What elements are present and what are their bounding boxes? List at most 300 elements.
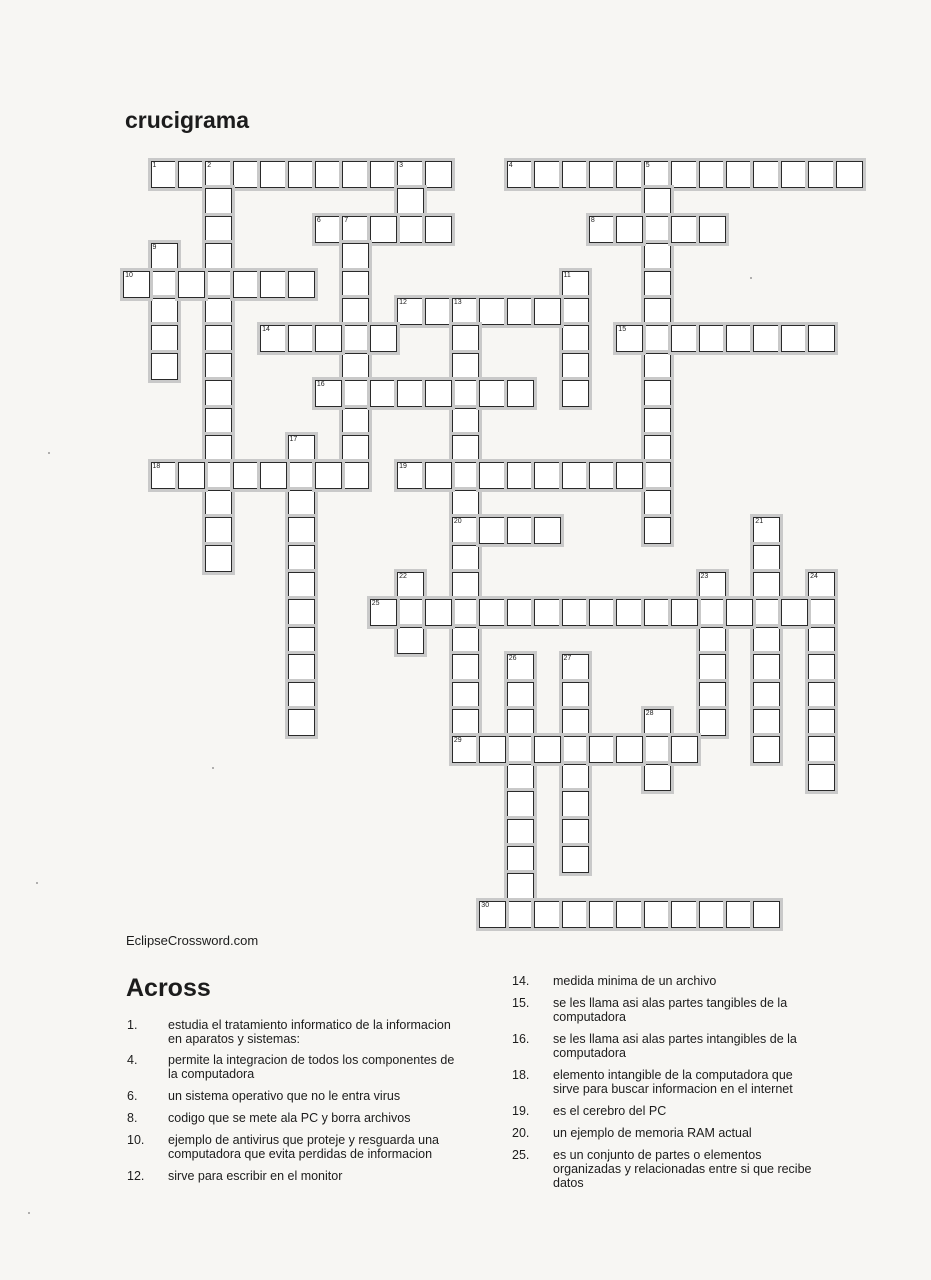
- scan-speck: [28, 1212, 30, 1214]
- crossword-cell[interactable]: [452, 517, 479, 544]
- clue-item: [512, 996, 812, 1024]
- crossword-cell[interactable]: [342, 271, 369, 298]
- crossword-cell[interactable]: [644, 271, 671, 298]
- crossword-cell[interactable]: [753, 572, 780, 599]
- cell-number: 1: [152, 162, 157, 169]
- crossword-cell[interactable]: [534, 298, 561, 325]
- clue-item: [127, 1111, 457, 1125]
- crossword-cell[interactable]: [644, 517, 671, 544]
- crossword-cell[interactable]: [425, 599, 452, 626]
- crossword-cell[interactable]: [452, 545, 479, 572]
- crossword-cell[interactable]: [781, 599, 808, 626]
- crossword-cell[interactable]: [808, 572, 835, 599]
- clue-text: codigo que se mete ala PC y borra archivos: [168, 1111, 411, 1125]
- clue-number: 4.: [127, 1053, 138, 1067]
- crossword-cell[interactable]: [342, 243, 369, 270]
- cell-number: 23: [700, 573, 709, 580]
- crossword-cell[interactable]: [671, 216, 698, 243]
- crossword-cell[interactable]: [644, 408, 671, 435]
- across-heading: Across: [126, 974, 211, 1002]
- clue-item: [512, 1148, 812, 1190]
- clue-item: [127, 1053, 457, 1081]
- crossword-cell[interactable]: [562, 709, 589, 736]
- clue-item: [512, 1126, 812, 1140]
- clue-number: 20.: [512, 1126, 530, 1140]
- clue-item: [512, 974, 812, 988]
- crossword-cell[interactable]: [671, 736, 698, 763]
- crossword-cell[interactable]: [808, 764, 835, 791]
- crossword-cell[interactable]: [589, 599, 616, 626]
- cell-number: 7: [344, 216, 349, 224]
- crossword-cell[interactable]: [205, 161, 232, 188]
- crossword-cell[interactable]: [562, 161, 589, 188]
- crossword-cell[interactable]: [452, 462, 479, 489]
- cell-number: 28: [645, 710, 654, 717]
- crossword-cell[interactable]: [342, 353, 369, 380]
- crossword-cell[interactable]: [151, 271, 178, 298]
- cell-number: 26: [508, 655, 517, 663]
- crossword-cell[interactable]: [397, 380, 424, 407]
- crossword-cell[interactable]: [753, 736, 780, 763]
- crossword-cell[interactable]: [808, 736, 835, 763]
- crossword-cell[interactable]: [452, 408, 479, 435]
- crossword-cell[interactable]: [205, 462, 232, 489]
- scan-speck: [48, 452, 50, 454]
- crossword-cell[interactable]: [315, 161, 342, 188]
- clue-item: [127, 1089, 457, 1103]
- clue-number: 6.: [127, 1089, 138, 1103]
- crossword-cell[interactable]: [479, 517, 506, 544]
- cell-number: 20: [453, 518, 462, 526]
- crossword-cell[interactable]: [151, 325, 178, 352]
- crossword-cell[interactable]: [205, 517, 232, 544]
- cell-number: 10: [125, 271, 133, 279]
- crossword-cell[interactable]: [288, 325, 315, 352]
- cell-number: 8: [590, 216, 595, 224]
- crossword-cell[interactable]: [315, 380, 342, 407]
- crossword-cell[interactable]: [397, 462, 424, 489]
- cell-number: 24: [810, 573, 818, 580]
- crossword-cell[interactable]: [205, 243, 232, 270]
- crossword-cell[interactable]: [452, 736, 479, 763]
- cell-number: 2: [207, 162, 212, 169]
- crossword-cell[interactable]: [699, 709, 726, 736]
- crossword-cell[interactable]: [288, 271, 315, 298]
- crossword-cell[interactable]: [507, 736, 534, 763]
- crossword-cell[interactable]: [233, 161, 260, 188]
- cell-number: 12: [399, 299, 407, 306]
- across-clues-left: [127, 1018, 457, 1183]
- crossword-cell[interactable]: [699, 901, 726, 928]
- crossword-cell[interactable]: [178, 271, 205, 298]
- crossword-cell[interactable]: [205, 545, 232, 572]
- cell-number: 5: [645, 162, 650, 169]
- crossword-cell[interactable]: [151, 298, 178, 325]
- crossword-cell[interactable]: [781, 325, 808, 352]
- crossword-cell[interactable]: [644, 298, 671, 325]
- clue-text: un sistema operativo que no le entra virus: [168, 1089, 401, 1103]
- crossword-cell[interactable]: [452, 380, 479, 407]
- crossword-cell[interactable]: [397, 599, 424, 626]
- clue-item: [127, 1018, 457, 1046]
- crossword-cell[interactable]: [507, 846, 534, 873]
- crossword-cell[interactable]: [534, 517, 561, 544]
- crossword-cell[interactable]: [288, 599, 315, 626]
- crossword-cell[interactable]: [205, 271, 232, 298]
- crossword-cell[interactable]: [479, 901, 506, 928]
- crossword-cell[interactable]: [397, 216, 424, 243]
- crossword-cell[interactable]: [616, 736, 643, 763]
- crossword-cell[interactable]: [507, 380, 534, 407]
- cell-number: 14: [262, 326, 270, 334]
- clue-number: 1.: [127, 1018, 138, 1032]
- crossword-cell[interactable]: [452, 599, 479, 626]
- crossword-cell[interactable]: [205, 408, 232, 435]
- crossword-cell[interactable]: [699, 161, 726, 188]
- crossword-cell[interactable]: [562, 599, 589, 626]
- crossword-cell[interactable]: [753, 901, 780, 928]
- clue-text: permite la integracion de todos los componentes de la computadora: [168, 1053, 455, 1081]
- crossword-cell[interactable]: [562, 325, 589, 352]
- crossword-cell[interactable]: [808, 682, 835, 709]
- crossword-cell[interactable]: [836, 161, 863, 188]
- crossword-cell[interactable]: [699, 599, 726, 626]
- crossword-cell[interactable]: [507, 462, 534, 489]
- scan-speck: [36, 882, 38, 884]
- crossword-cell[interactable]: [507, 873, 534, 900]
- clue-number: 12.: [127, 1169, 145, 1183]
- crossword-cell[interactable]: [753, 161, 780, 188]
- crossword-cell[interactable]: [562, 654, 589, 681]
- crossword-cell[interactable]: [151, 462, 178, 489]
- crossword-cell[interactable]: [205, 435, 232, 462]
- cell-number: 19: [399, 463, 407, 471]
- crossword-cell[interactable]: [397, 161, 424, 188]
- clue-number: 10.: [127, 1133, 145, 1147]
- crossword-cell[interactable]: [644, 216, 671, 243]
- crossword-cell[interactable]: [644, 353, 671, 380]
- crossword-cell[interactable]: [753, 325, 780, 352]
- cell-number: 6: [316, 216, 321, 224]
- crossword-cell[interactable]: [534, 462, 561, 489]
- crossword-cell[interactable]: [644, 161, 671, 188]
- crossword-cell[interactable]: [726, 599, 753, 626]
- crossword-cell[interactable]: [342, 462, 369, 489]
- crossword-cell[interactable]: [726, 161, 753, 188]
- crossword-cell[interactable]: [589, 462, 616, 489]
- crossword-cell[interactable]: [342, 216, 369, 243]
- crossword-cell[interactable]: [534, 736, 561, 763]
- crossword-cell[interactable]: [288, 161, 315, 188]
- clue-number: 16.: [512, 1032, 530, 1046]
- clue-text: sirve para escribir en el monitor: [168, 1169, 343, 1183]
- clue-number: 25.: [512, 1148, 530, 1162]
- clue-item: [512, 1032, 812, 1060]
- crossword-cell[interactable]: [507, 709, 534, 736]
- crossword-cell[interactable]: [260, 271, 287, 298]
- crossword-cell[interactable]: [425, 380, 452, 407]
- crossword-cell[interactable]: [260, 325, 287, 352]
- crossword-cell[interactable]: [260, 161, 287, 188]
- crossword-cell[interactable]: [370, 380, 397, 407]
- crossword-cell[interactable]: [808, 627, 835, 654]
- crossword-cell[interactable]: [644, 462, 671, 489]
- crossword-cell[interactable]: [534, 599, 561, 626]
- crossword-cell[interactable]: [288, 435, 315, 462]
- crossword-cell[interactable]: [452, 435, 479, 462]
- crossword-cell[interactable]: [589, 736, 616, 763]
- crossword-cell[interactable]: [726, 325, 753, 352]
- crossword-cell[interactable]: [562, 846, 589, 873]
- crossword-cell[interactable]: [562, 901, 589, 928]
- crossword-cell[interactable]: [507, 819, 534, 846]
- cell-number: 9: [152, 244, 157, 252]
- crossword-cell[interactable]: [699, 325, 726, 352]
- crossword-cell[interactable]: [644, 736, 671, 763]
- crossword-cell[interactable]: [616, 599, 643, 626]
- crossword-cell[interactable]: [562, 462, 589, 489]
- crossword-cell[interactable]: [452, 572, 479, 599]
- crossword-cell[interactable]: [479, 599, 506, 626]
- crossword-cell[interactable]: [644, 599, 671, 626]
- crossword-cell[interactable]: [507, 901, 534, 928]
- crossword-cell[interactable]: [616, 216, 643, 243]
- crossword-cell[interactable]: [644, 901, 671, 928]
- crossword-cell[interactable]: [425, 298, 452, 325]
- cell-number: 21: [755, 518, 764, 526]
- crossword-cell[interactable]: [562, 353, 589, 380]
- crossword-cell[interactable]: [808, 161, 835, 188]
- crossword-cell[interactable]: [562, 682, 589, 709]
- clue-item: [127, 1133, 457, 1161]
- crossword-cell[interactable]: [370, 216, 397, 243]
- crossword-cell[interactable]: [151, 353, 178, 380]
- crossword-cell[interactable]: [562, 298, 589, 325]
- crossword-cell[interactable]: [205, 188, 232, 215]
- crossword-cell[interactable]: [315, 216, 342, 243]
- cell-number: 25: [371, 600, 380, 608]
- crossword-cell[interactable]: [507, 654, 534, 681]
- crossword-cell[interactable]: [288, 490, 315, 517]
- crossword-cell[interactable]: [644, 490, 671, 517]
- crossword-cell[interactable]: [233, 271, 260, 298]
- crossword-cell[interactable]: [644, 709, 671, 736]
- crossword-cell[interactable]: [479, 380, 506, 407]
- crossword-cell[interactable]: [671, 599, 698, 626]
- crossword-cell[interactable]: [507, 791, 534, 818]
- crossword-cell[interactable]: [370, 325, 397, 352]
- crossword-cell[interactable]: [808, 709, 835, 736]
- clue-number: 8.: [127, 1111, 138, 1125]
- clue-text: un ejemplo de memoria RAM actual: [553, 1126, 752, 1140]
- cell-number: 22: [399, 573, 407, 580]
- crossword-cell[interactable]: [644, 435, 671, 462]
- crossword-cell[interactable]: [288, 682, 315, 709]
- crossword-cell[interactable]: [452, 490, 479, 517]
- crossword-cell[interactable]: [699, 627, 726, 654]
- crossword-cell[interactable]: [753, 599, 780, 626]
- crossword-cell[interactable]: [616, 161, 643, 188]
- clue-text: es el cerebro del PC: [553, 1104, 667, 1118]
- crossword-cell[interactable]: [288, 517, 315, 544]
- cell-number: 18: [152, 463, 161, 471]
- cell-number: 27: [563, 655, 572, 663]
- crossword-cell[interactable]: [507, 764, 534, 791]
- crossword-cell[interactable]: [288, 627, 315, 654]
- crossword-cell[interactable]: [315, 325, 342, 352]
- crossword-cell[interactable]: [562, 736, 589, 763]
- crossword-cell[interactable]: [452, 709, 479, 736]
- crossword-cell[interactable]: [425, 216, 452, 243]
- crossword-cell[interactable]: [452, 627, 479, 654]
- crossword-cell[interactable]: [452, 682, 479, 709]
- crossword-cell[interactable]: [589, 216, 616, 243]
- crossword-cell[interactable]: [507, 599, 534, 626]
- clue-text: medida minima de un archivo: [553, 974, 717, 988]
- crossword-cell[interactable]: [205, 325, 232, 352]
- clue-text: se les llama asi alas partes tangibles de la computadora: [553, 996, 788, 1024]
- crossword-cell[interactable]: [452, 298, 479, 325]
- crossword-cell[interactable]: [562, 764, 589, 791]
- crossword-cell[interactable]: [616, 325, 643, 352]
- crossword-cell[interactable]: [644, 325, 671, 352]
- crossword-cell[interactable]: [151, 243, 178, 270]
- crossword-cell[interactable]: [342, 435, 369, 462]
- cell-number: 29: [453, 737, 462, 745]
- crossword-cell[interactable]: [205, 353, 232, 380]
- cell-number: 11: [563, 271, 571, 279]
- crossword-cell[interactable]: [507, 517, 534, 544]
- crossword-cell[interactable]: [425, 462, 452, 489]
- crossword-cell[interactable]: [507, 161, 534, 188]
- crossword-cell[interactable]: [397, 627, 424, 654]
- crossword-cell[interactable]: [452, 325, 479, 352]
- cell-number: 30: [481, 901, 490, 909]
- crossword-cell[interactable]: [562, 380, 589, 407]
- crossword-cell[interactable]: [753, 545, 780, 572]
- clue-number: 15.: [512, 996, 530, 1010]
- clue-number: 19.: [512, 1104, 530, 1118]
- crossword-cell[interactable]: [534, 161, 561, 188]
- crossword-cell[interactable]: [205, 380, 232, 407]
- crossword-cell[interactable]: [699, 682, 726, 709]
- clue-item: [512, 1104, 812, 1118]
- crossword-cell[interactable]: [616, 901, 643, 928]
- crossword-cell[interactable]: [288, 462, 315, 489]
- crossword-cell[interactable]: [616, 462, 643, 489]
- crossword-cell[interactable]: [205, 216, 232, 243]
- clue-text: se les llama asi alas partes intangibles de la computadora: [553, 1032, 797, 1060]
- crossword-cell[interactable]: [260, 462, 287, 489]
- crossword-cell[interactable]: [781, 161, 808, 188]
- crossword-cell[interactable]: [233, 462, 260, 489]
- crossword-cell[interactable]: [699, 216, 726, 243]
- crossword-cell[interactable]: [205, 298, 232, 325]
- crossword-cell[interactable]: [753, 627, 780, 654]
- crossword-cell[interactable]: [644, 764, 671, 791]
- crossword-cell[interactable]: [589, 901, 616, 928]
- crossword-cell[interactable]: [753, 517, 780, 544]
- cell-number: 4: [508, 162, 513, 169]
- crossword-cell[interactable]: [479, 298, 506, 325]
- crossword-cell[interactable]: [753, 682, 780, 709]
- crossword-cell[interactable]: [123, 271, 150, 298]
- crossword-cell[interactable]: [671, 901, 698, 928]
- clue-number: 18.: [512, 1068, 530, 1082]
- crossword-cell[interactable]: [151, 161, 178, 188]
- crossword-cell[interactable]: [808, 654, 835, 681]
- crossword-cell[interactable]: [671, 325, 698, 352]
- crossword-cell[interactable]: [808, 325, 835, 352]
- footer-site-credit: EclipseCrossword.com: [126, 933, 259, 948]
- crossword-cell[interactable]: [205, 490, 232, 517]
- cell-number: 15: [618, 326, 627, 334]
- crossword-cell[interactable]: [534, 901, 561, 928]
- clue-text: es un conjunto de partes o elementos organizadas y relacionadas entre si que recibe datos: [553, 1148, 812, 1190]
- cell-number: 16: [316, 381, 325, 389]
- crossword-cell[interactable]: [562, 271, 589, 298]
- crossword-cell[interactable]: [753, 654, 780, 681]
- crossword-cell[interactable]: [644, 243, 671, 270]
- crossword-cell[interactable]: [753, 709, 780, 736]
- crossword-cell[interactable]: [644, 188, 671, 215]
- crossword-cell[interactable]: [479, 462, 506, 489]
- clue-text: estudia el tratamiento informatico de la informacion en aparatos y sistemas:: [168, 1018, 451, 1046]
- crossword-cell[interactable]: [370, 161, 397, 188]
- crossword-cell[interactable]: [342, 298, 369, 325]
- scan-speck: [212, 767, 214, 769]
- cell-number: 3: [399, 162, 403, 169]
- crossword-cell[interactable]: [452, 353, 479, 380]
- crossword-cell[interactable]: [288, 545, 315, 572]
- crossword-cell[interactable]: [507, 298, 534, 325]
- crossword-cell[interactable]: [589, 161, 616, 188]
- crossword-cell[interactable]: [699, 654, 726, 681]
- crossword-cell[interactable]: [178, 462, 205, 489]
- crossword-cell[interactable]: [288, 654, 315, 681]
- cell-number: 17: [289, 436, 298, 443]
- crossword-cell[interactable]: [370, 599, 397, 626]
- crossword-cell[interactable]: [726, 901, 753, 928]
- crossword-cell[interactable]: [479, 736, 506, 763]
- crossword-cell[interactable]: [452, 654, 479, 681]
- crossword-cell[interactable]: [288, 709, 315, 736]
- crossword-cell[interactable]: [397, 298, 424, 325]
- crossword-cell[interactable]: [808, 599, 835, 626]
- crossword-cell[interactable]: [562, 819, 589, 846]
- crossword-cell[interactable]: [178, 161, 205, 188]
- crossword-cell[interactable]: [342, 408, 369, 435]
- crossword-cell[interactable]: [342, 325, 369, 352]
- crossword-cell[interactable]: [397, 572, 424, 599]
- clue-text: elemento intangible de la computadora que sirve para buscar informacion en el internet: [553, 1068, 793, 1096]
- crossword-cell[interactable]: [342, 161, 369, 188]
- clue-number: 14.: [512, 974, 530, 988]
- crossword-cell[interactable]: [342, 380, 369, 407]
- crossword-cell[interactable]: [644, 380, 671, 407]
- crossword-cell[interactable]: [315, 462, 342, 489]
- page-title: crucigrama: [125, 107, 250, 133]
- crossword-cell[interactable]: [425, 161, 452, 188]
- crossword-cell[interactable]: [288, 572, 315, 599]
- clue-item: [127, 1169, 457, 1183]
- crossword-cell[interactable]: [671, 161, 698, 188]
- clue-text: ejemplo de antivirus que proteje y resguarda una computadora que evita perdidas de informacion: [168, 1133, 440, 1161]
- crossword-cell[interactable]: [699, 572, 726, 599]
- crossword-cell[interactable]: [562, 791, 589, 818]
- crossword-cell[interactable]: [507, 682, 534, 709]
- crossword-cell[interactable]: [397, 188, 424, 215]
